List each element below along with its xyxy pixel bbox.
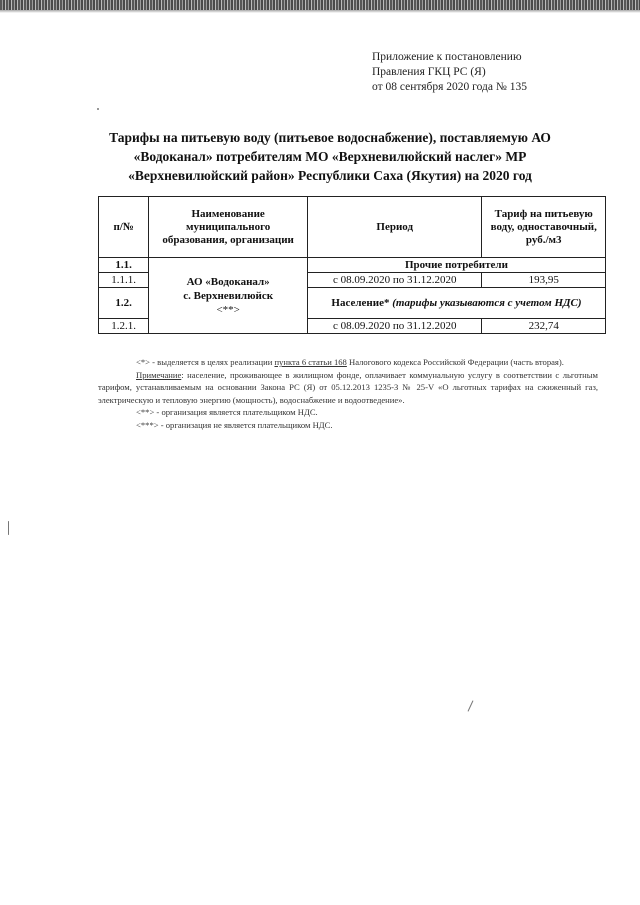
appendix-header bbox=[372, 50, 527, 95]
scan-speck bbox=[97, 108, 99, 110]
title-line: Тарифы на питьевую воду (питьевое водоснабжение), поставляемую АО bbox=[109, 130, 551, 145]
group-label: Прочие потребители bbox=[307, 258, 605, 273]
org-footnote-ref: <**> bbox=[216, 303, 240, 316]
org-village: с. Верхневилюйск bbox=[183, 289, 274, 302]
group-label bbox=[307, 288, 605, 319]
appendix-line: от 08 сентября 2020 года № 135 bbox=[372, 81, 527, 93]
footnote-text: Налогового кодекса Российской Федерации (часть вторая). bbox=[346, 357, 564, 367]
row-tariff: 232,74 bbox=[482, 319, 606, 334]
row-period: с 08.09.2020 по 31.12.2020 bbox=[307, 319, 482, 334]
document-title bbox=[80, 128, 580, 185]
footnotes bbox=[98, 356, 598, 431]
org-name: АО «Водоканал» bbox=[186, 275, 270, 288]
title-line: «Верхневилюйский район» Республики Саха (Якутия) на 2020 год bbox=[128, 168, 532, 183]
header-period: Период bbox=[307, 197, 482, 258]
scan-speck bbox=[8, 521, 9, 535]
org-cell bbox=[149, 258, 308, 334]
row-period: с 08.09.2020 по 31.12.2020 bbox=[307, 273, 482, 288]
row-tariff: 193,95 bbox=[482, 273, 606, 288]
footnote-non-vat-payer: <***> - организация не является плательщиком НДС. bbox=[136, 419, 333, 430]
row-num: 1.2.1. bbox=[99, 319, 149, 334]
header-org: Наименование муниципального образования, организации bbox=[149, 197, 308, 258]
header-num: п/№ bbox=[99, 197, 149, 258]
row-num: 1.2. bbox=[99, 288, 149, 319]
footnote-text: <*> - выделяется в целях реализации bbox=[136, 357, 275, 367]
row-num: 1.1. bbox=[99, 258, 149, 273]
remark-text: : население, проживающее в жилищном фонде, оплачивает коммунальную услугу в соответствии с льготным тарифом, устанавливаемым на основании Закона РС (Я) от 05.12.2013 1235-З № 25-V «О льготных тарифах на сжиженный газ, электрическую и тепловую энергию (мощность), водоснабжение и водоотведение». bbox=[98, 369, 598, 405]
table-header-row bbox=[99, 197, 606, 258]
footnote-remark bbox=[98, 369, 598, 407]
header-tariff: Тариф на питьевую воду, одноставочный, руб./м3 bbox=[482, 197, 606, 258]
scan-edge bbox=[0, 0, 640, 10]
footnote-vat bbox=[98, 356, 598, 369]
tariff-table bbox=[98, 196, 606, 334]
group-label-italic: (тарифы указываются с учетом НДС) bbox=[392, 297, 582, 309]
group-label-bold: Население* bbox=[331, 297, 390, 309]
row-num: 1.1.1. bbox=[99, 273, 149, 288]
remark-label: Примечание bbox=[136, 369, 182, 380]
appendix-line: Приложение к постановлению bbox=[372, 51, 522, 63]
footnote-vat-payer: <**> - организация является плательщиком НДС. bbox=[136, 407, 318, 417]
scan-speck bbox=[468, 700, 474, 711]
table-row bbox=[99, 258, 606, 273]
tax-code-link[interactable]: пункта 6 статьи 168 bbox=[274, 357, 347, 367]
appendix-line: Правления ГКЦ РС (Я) bbox=[372, 66, 486, 78]
title-line: «Водоканал» потребителям МО «Верхневилюйский наслег» МР bbox=[133, 149, 527, 164]
